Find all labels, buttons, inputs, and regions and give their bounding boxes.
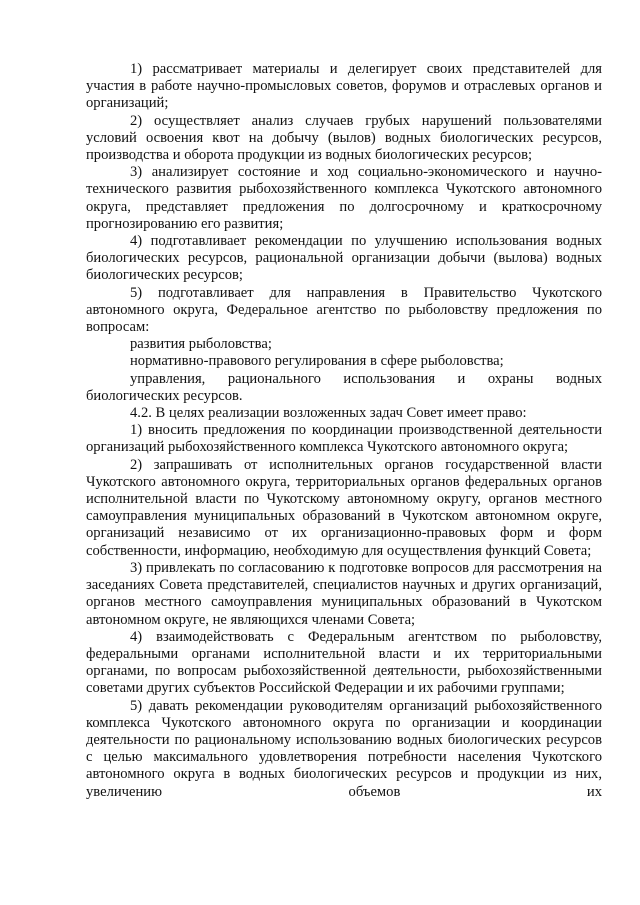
document-page	[86, 61, 602, 801]
sub-item-fishing-development: развития рыболовства;	[130, 336, 272, 353]
rights-item-3: 3) привлекать по согласованию к подготовке вопросов для рассмотрения на заседаниях Совета представителей, специалистов научных и других организаций, органов местного самоуправления муниципальных образований в Чукотском автономном округе, не являющихся членами Совета;	[86, 559, 602, 628]
rights-item-1: 1) вносить предложения по координации производственной деятельности организаций рыбохозяйственного комплекса Чукотского автономного округа;	[86, 422, 602, 456]
paragraph-5: 5) подготавливает для направления в Правительство Чукотского автономного округа, Федеральное агентство по рыболовству предложения по вопросам:	[86, 284, 602, 336]
paragraph-4: 4) подготавливает рекомендации по улучшению использования водных биологических ресурсов, рациональной организации добычи (вылова) водных биологических ресурсов;	[86, 233, 602, 284]
paragraph-1: 1) рассматривает материалы и делегирует своих представителей для участия в работе научно-промысловых советов, форумов и отраслевых органов и организаций;	[86, 61, 602, 112]
sub-item-regulation: нормативно-правового регулирования в сфере рыболовства;	[130, 353, 504, 370]
section-heading-4-2: 4.2. В целях реализации возложенных задач Совет имеет право:	[130, 405, 527, 422]
rights-item-5: 5) давать рекомендации руководителям организаций рыбохозяйственного комплекса Чукотского автономного округа по организации и координации деятельности по рациональному использованию водных биологических ресурсов с целью максимального удовлетворения потребности населения Чукотского автономного округа в водных биологических ресурсов и продукции из них, увеличению объемов их	[86, 697, 602, 800]
rights-item-2: 2) запрашивать от исполнительных органов государственной власти Чукотского автономного округа, территориальных органов федеральных органов исполнительной власти по Чукотскому автономному округу, органов местного самоуправления муниципальных образований в Чукотском автономном округе, организаций независимо от их организационно-правовых форм и форм собственности, информацию, необходимую для осуществления функций Совета;	[86, 456, 602, 559]
sub-item-management: управления, рационального использования и охраны водных биологических ресурсов.	[86, 370, 602, 404]
rights-item-4: 4) взаимодействовать с Федеральным агентством по рыболовству, федеральными органами исполнительной власти и их территориальными органами, по вопросам рыбохозяйственной деятельности, рыбохозяйственными советами других субъектов Российской Федерации и их рабочими группами;	[86, 628, 602, 697]
paragraph-2: 2) осуществляет анализ случаев грубых нарушений пользователями условий освоения квот на добычу (вылов) водных биологических ресурсов, производства и оборота продукции из водных биологических ресурсов;	[86, 112, 602, 164]
paragraph-3: 3) анализирует состояние и ход социально-экономического и научно-технического развития рыбохозяйственного комплекса Чукотского автономного округа, представляет предложения по долгосрочному и краткосрочному прогнозированию его развития;	[86, 164, 602, 232]
